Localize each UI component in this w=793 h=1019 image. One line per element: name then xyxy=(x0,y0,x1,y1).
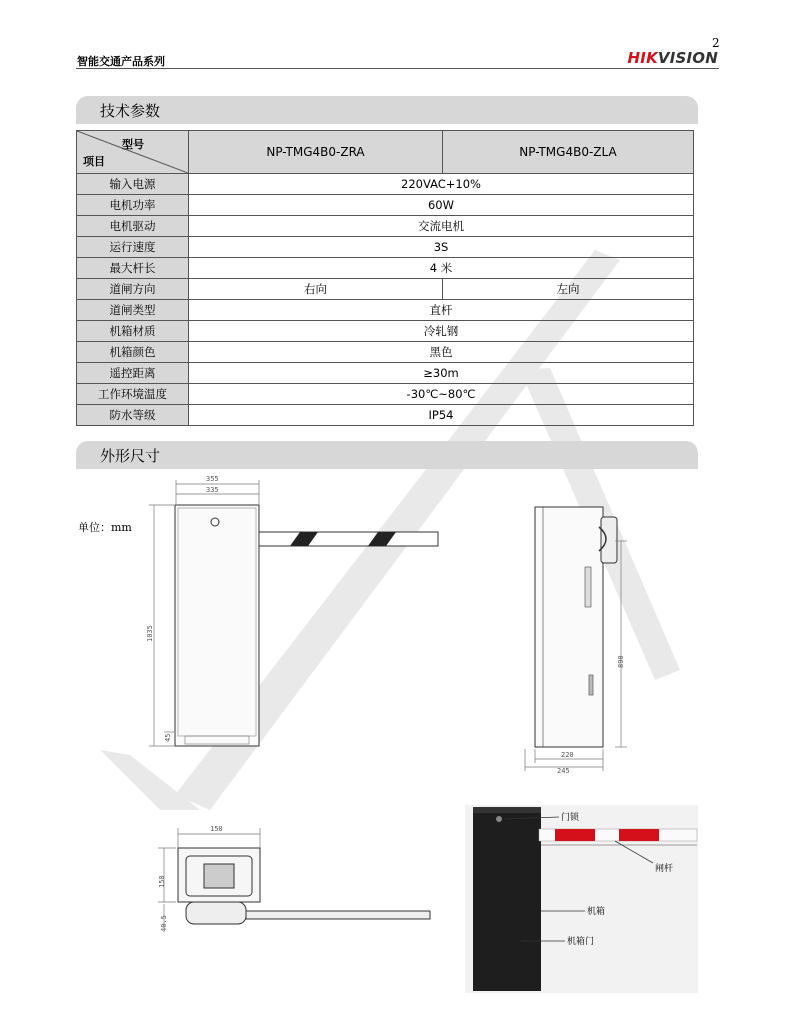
table-row xyxy=(77,237,694,258)
brand-logo xyxy=(628,49,718,67)
corner-item-label: 项目 xyxy=(83,155,105,168)
row-value: 60W xyxy=(189,195,694,216)
row-value-right: 左向 xyxy=(443,279,694,300)
row-value: 4 米 xyxy=(189,258,694,279)
section-title: 外形尺寸 xyxy=(100,447,161,465)
product-photo xyxy=(465,805,698,993)
row-label: 道闸方向 xyxy=(77,279,189,300)
row-value: 冷轧钢 xyxy=(189,321,694,342)
brand-logo-hik: HIK xyxy=(627,49,658,67)
row-value: ≥30m xyxy=(189,363,694,384)
page-number: 2 xyxy=(712,36,720,50)
front-view-drawing xyxy=(140,470,450,760)
spec-table xyxy=(76,130,694,426)
dim-front-width-inner: 335 xyxy=(206,486,219,494)
table-row xyxy=(77,279,694,300)
callout-cabinet: 机箱 xyxy=(587,907,606,917)
row-label: 遥控距离 xyxy=(77,363,189,384)
dim-side-height: 890 xyxy=(617,655,625,668)
table-row xyxy=(77,321,694,342)
row-label: 机箱材质 xyxy=(77,321,189,342)
section-bar-dimensions xyxy=(76,441,698,469)
dim-front-height: 1035 xyxy=(146,625,154,642)
brand-logo-vision: VISION xyxy=(657,49,718,67)
row-label: 最大杆长 xyxy=(77,258,189,279)
row-label: 输入电源 xyxy=(77,174,189,195)
table-row xyxy=(77,405,694,426)
dim-front-width-outer: 355 xyxy=(206,475,219,483)
row-value: 黑色 xyxy=(189,342,694,363)
row-value: 3S xyxy=(189,237,694,258)
table-row xyxy=(77,363,694,384)
table-row xyxy=(77,195,694,216)
section-title: 技术参数 xyxy=(100,102,161,120)
header-series-title: 智能交通产品系列 xyxy=(77,55,165,68)
corner-model-label: 型号 xyxy=(122,138,144,151)
row-value: 直杆 xyxy=(189,300,694,321)
row-value: -30℃~80℃ xyxy=(189,384,694,405)
dim-top-depth: 150 xyxy=(158,875,166,888)
table-row xyxy=(77,384,694,405)
dim-front-base: 45 xyxy=(164,733,172,742)
dim-side-depth-outer: 245 xyxy=(557,767,570,775)
callout-boom: 闸杆 xyxy=(655,864,674,874)
dim-top-width: 150 xyxy=(210,825,223,833)
row-label: 道闸类型 xyxy=(77,300,189,321)
table-corner-cell xyxy=(77,131,189,174)
row-value: 220VAC+10% xyxy=(189,174,694,195)
row-label: 运行速度 xyxy=(77,237,189,258)
row-label: 电机功率 xyxy=(77,195,189,216)
table-row xyxy=(77,258,694,279)
callout-cabinet-door: 机箱门 xyxy=(567,937,595,947)
table-header-row xyxy=(77,131,694,174)
header-divider xyxy=(76,68,719,69)
section-bar-tech-params xyxy=(76,96,698,124)
model-header-cell: NP-TMG4B0-ZRA xyxy=(189,131,443,174)
dim-top-offset: 40.5 xyxy=(160,915,168,932)
table-row xyxy=(77,300,694,321)
model-header-cell: NP-TMG4B0-ZLA xyxy=(443,131,694,174)
row-label: 防水等级 xyxy=(77,405,189,426)
row-value: IP54 xyxy=(189,405,694,426)
row-label: 工作环境温度 xyxy=(77,384,189,405)
table-row xyxy=(77,174,694,195)
unit-label: 单位：mm xyxy=(78,521,132,534)
row-value: 交流电机 xyxy=(189,216,694,237)
top-view-drawing xyxy=(140,820,440,935)
row-label: 电机驱动 xyxy=(77,216,189,237)
row-value-left: 右向 xyxy=(189,279,443,300)
dim-side-depth-inner: 220 xyxy=(561,751,574,759)
callout-door-lock: 门锁 xyxy=(561,813,580,823)
side-view-drawing xyxy=(515,495,635,775)
table-row xyxy=(77,342,694,363)
row-label: 机箱颜色 xyxy=(77,342,189,363)
table-row xyxy=(77,216,694,237)
